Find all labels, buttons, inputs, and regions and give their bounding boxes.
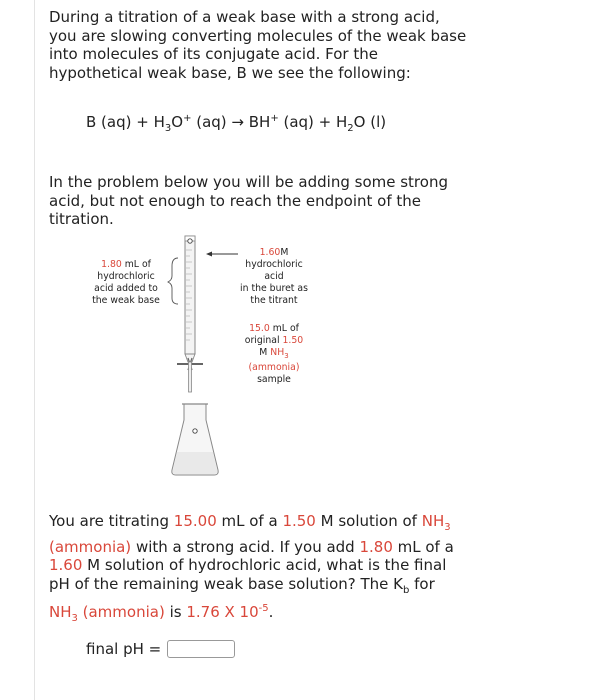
question-line-3 — [49, 556, 469, 575]
titrant-label — [236, 247, 312, 307]
sample-label — [236, 323, 312, 386]
eq-rhs: (aq) + H — [278, 113, 348, 131]
eq-lhs: B (aq) + H — [86, 113, 165, 131]
left-brace-icon — [168, 258, 178, 304]
problem-line-3: titration. — [49, 210, 114, 228]
q-sub3-1: 3 — [444, 522, 451, 533]
intro-line-3: into molecules of its conjugate acid. For the — [49, 45, 378, 63]
question-line-4 — [49, 575, 469, 601]
q-t4: with a strong acid. If you add — [131, 537, 360, 556]
buret-icon — [177, 236, 203, 392]
q-t2: mL of a — [216, 512, 283, 530]
titrant-unit: M — [280, 247, 289, 258]
eq-plus-charge-2: + — [270, 113, 279, 124]
arrow-left-icon — [206, 252, 238, 257]
titrant-l3: acid — [264, 271, 284, 282]
sample-l5: sample — [257, 373, 291, 385]
sample-l4: (ammonia) — [248, 361, 300, 373]
question-paragraph — [49, 512, 469, 629]
q-t9: is — [164, 603, 187, 621]
titrant-conc-value: 1.60 — [259, 247, 281, 258]
titrant-l4: in the buret as — [240, 283, 308, 294]
answer-row — [86, 640, 235, 658]
q-kb-sub: b — [403, 584, 410, 596]
q-add-vol: 1.80 — [359, 537, 393, 556]
intro-line-2: you are slowing converting molecules of the weak base — [49, 26, 467, 45]
final-ph-label: final pH = — [86, 640, 162, 658]
eq-plus-charge-1: + — [183, 113, 192, 124]
q-sub3-2: 3 — [71, 613, 78, 624]
q-nh3-2 — [49, 603, 165, 624]
question-line-5 — [49, 600, 469, 629]
q-vol: 15.00 — [173, 512, 217, 530]
q-t1: You are titrating — [49, 512, 174, 530]
q-kb-value: 1.76 X 10 — [186, 603, 259, 621]
q-conc: 1.50 — [282, 512, 316, 530]
added-vol-value: 1.80 — [101, 259, 122, 270]
q-kb-exponent: -5 — [258, 603, 269, 614]
q-t7: pH of the remaining weak base solution? The K — [49, 574, 403, 593]
sample-nh3 — [270, 347, 288, 358]
eq-arrow: (aq) → BH — [191, 113, 271, 131]
question-line-1 — [49, 512, 469, 538]
sample-l2a: original — [244, 335, 283, 346]
q-ammonia-2: (ammonia) — [77, 603, 165, 621]
sample-vol-value: 15.0 — [249, 323, 270, 334]
added-l4: the weak base — [92, 295, 160, 306]
sample-l3a: M — [259, 347, 271, 358]
intro-line-1: During a titration of a weak base with a strong acid, — [49, 8, 440, 26]
q-period: . — [268, 603, 274, 621]
q-add-conc: 1.60 — [49, 556, 83, 574]
q-nh-1: NH — [421, 512, 445, 530]
titrant-l5: the titrant — [250, 295, 298, 306]
final-ph-input[interactable] — [167, 640, 235, 658]
q-t6: M solution of hydrochloric acid, what is the final — [82, 556, 447, 574]
sample-l1: mL of — [269, 323, 299, 334]
q-t3: M solution of — [315, 512, 422, 530]
eq-sub-2: 2 — [347, 123, 354, 134]
added-l2: hydrochloric — [97, 271, 155, 282]
sample-nh: NH — [270, 347, 285, 358]
sample-conc-value: 1.50 — [282, 335, 304, 346]
added-acid-label — [88, 259, 164, 307]
q-t5: mL of a — [392, 537, 454, 556]
erlenmeyer-flask-icon — [172, 404, 218, 475]
eq-o: O — [171, 113, 184, 131]
added-l3: acid added to — [94, 283, 158, 294]
problem-line-2: acid, but not enough to reach the endpoint of the — [49, 191, 422, 210]
q-nh3-1 — [421, 512, 451, 533]
added-l1: mL of — [121, 259, 151, 270]
q-nh-2: NH — [49, 603, 72, 621]
q-ammonia-1: (ammonia) — [49, 537, 132, 556]
intro-line-4: hypothetical weak base, B we see the following: — [49, 63, 411, 82]
question-line-2 — [49, 538, 469, 557]
q-t8: for — [409, 574, 435, 593]
titrant-l2: hydrochloric — [245, 259, 303, 270]
eq-tail: O (l) — [353, 113, 387, 131]
problem-line-1: In the problem below you will be adding some strong — [49, 173, 448, 191]
sample-sub3: 3 — [284, 351, 289, 360]
eq-sub-3: 3 — [164, 123, 172, 134]
